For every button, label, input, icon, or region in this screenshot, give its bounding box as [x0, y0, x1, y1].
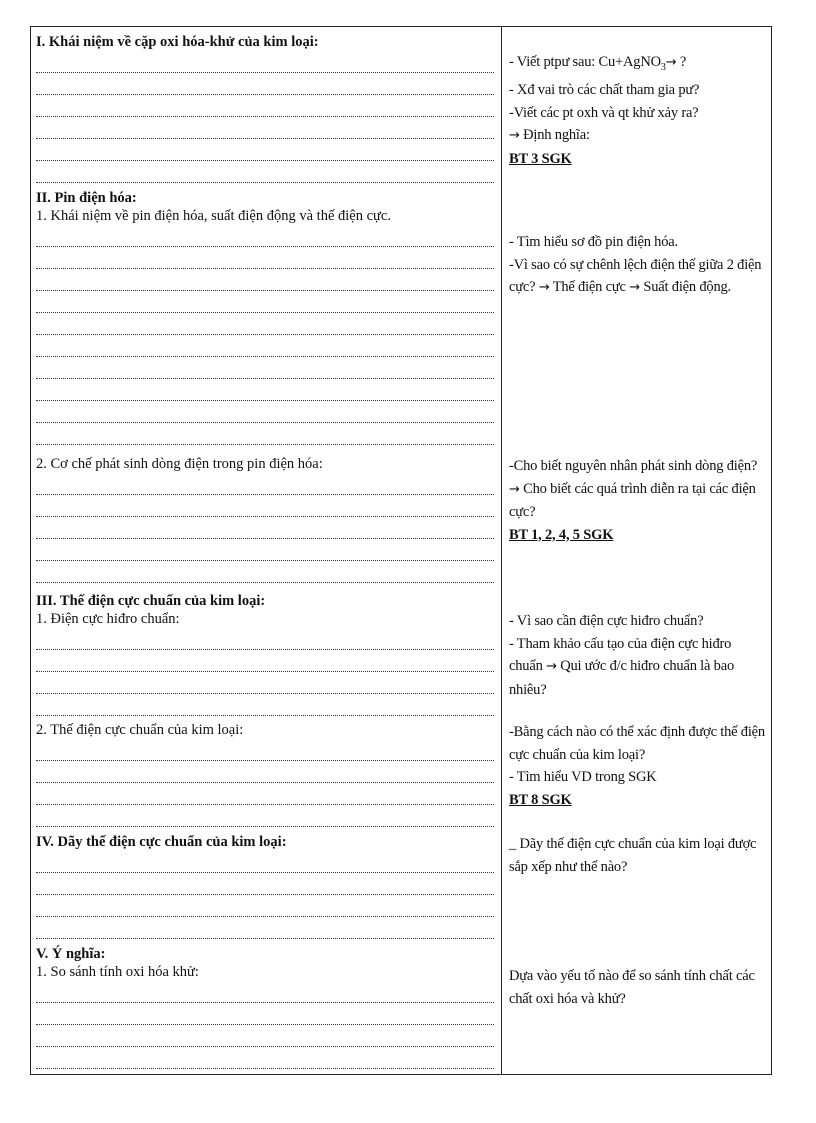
answer-line[interactable]: [36, 357, 494, 379]
note-line: → Định nghĩa:: [509, 127, 590, 144]
answer-line[interactable]: [36, 225, 494, 247]
answer-line[interactable]: [36, 761, 494, 783]
answer-line[interactable]: [36, 95, 494, 117]
exercise-ref: BT 8 SGK: [509, 791, 572, 808]
section-3-sub2: 2. Thế điện cực chuẩn của kim loại:: [36, 722, 244, 738]
answer-line[interactable]: [36, 895, 494, 917]
answer-line[interactable]: [36, 628, 494, 650]
note-line: - Tham khảo cấu tạo của điện cực hiđro chuẩn → Qui ước đ/c hiđro chuẩn là bao nhiêu?: [509, 635, 735, 698]
answer-line[interactable]: [36, 379, 494, 401]
answer-line[interactable]: [36, 561, 494, 583]
answer-line[interactable]: [36, 694, 494, 716]
answer-line[interactable]: [36, 291, 494, 313]
answer-line[interactable]: [36, 117, 494, 139]
answer-line[interactable]: [36, 51, 494, 73]
answer-line[interactable]: [36, 981, 494, 1003]
answer-line[interactable]: [36, 873, 494, 895]
answer-line[interactable]: [36, 1003, 494, 1025]
answer-line[interactable]: [36, 650, 494, 672]
arrow-icon: →: [665, 55, 677, 70]
answer-line[interactable]: [36, 917, 494, 939]
answer-line[interactable]: [36, 672, 494, 694]
answer-line[interactable]: [36, 517, 494, 539]
section-2-notes-1: [509, 231, 767, 300]
answer-line[interactable]: [36, 539, 494, 561]
answer-line[interactable]: [36, 1025, 494, 1047]
exercise-ref: BT 1, 2, 4, 5 SGK: [509, 526, 614, 543]
note-line: -Cho biết nguyên nhân phát sinh dòng điện? → Cho biết các quá trình diễn ra tại các điện cực?: [509, 458, 758, 520]
section-3-title: III. Thế điện cực chuẩn của kim loại:: [36, 593, 266, 609]
section-3-notes-1: [509, 610, 767, 701]
worksheet-table: [30, 26, 772, 1075]
column-divider: [501, 27, 502, 1074]
answer-line[interactable]: [36, 1047, 494, 1069]
note-line: - Tìm hiểu VD trong SGK: [509, 769, 657, 785]
section-3-sub1: 1. Điện cực hiđro chuẩn:: [36, 611, 180, 627]
note-line: - Viết ptpư sau: Cu+AgNO$_3$→ ?: [509, 54, 687, 73]
note-line: _ Dãy thế điện cực chuẩn của kim loại được sắp xếp như thế nào?: [509, 836, 757, 875]
section-4-notes: [509, 833, 767, 878]
answer-line[interactable]: [36, 473, 494, 495]
arrow-icon: →: [629, 280, 640, 295]
note-line: -Bằng cách nào có thể xác định được thế điện cực chuẩn của kim loại?: [509, 724, 765, 763]
note-line: -Vì sao có sự chênh lệch điện thế giữa 2 điện cực? → Thế điện cực → Suất điện động.: [509, 256, 762, 295]
answer-line[interactable]: [36, 851, 494, 873]
answer-line[interactable]: [36, 313, 494, 335]
exercise-ref: BT 3 SGK: [509, 150, 572, 167]
note-line: Dựa vào yếu tố nào để so sánh tính chất các chất oxi hóa và khử?: [509, 968, 755, 1007]
arrow-icon: →: [538, 280, 550, 295]
section-5-sub1: 1. So sánh tính oxi hóa khử:: [36, 964, 199, 980]
answer-line[interactable]: [36, 495, 494, 517]
answer-line[interactable]: [36, 335, 494, 357]
note-line: - Tìm hiểu sơ đồ pin điện hóa.: [509, 234, 678, 250]
arrow-icon: →: [546, 659, 557, 674]
answer-line[interactable]: [36, 247, 494, 269]
section-2-sub2: 2. Cơ chế phát sinh dòng điện trong pin điện hóa:: [36, 456, 323, 472]
section-2-sub1: 1. Khái niệm về pin điện hóa, suất điện động và thế điện cực.: [36, 208, 391, 224]
answer-line[interactable]: [36, 739, 494, 761]
section-2-notes-2: [509, 455, 767, 546]
note-line: - Xđ vai trò các chất tham gia pư?: [509, 82, 700, 99]
section-4-title: IV. Dãy thế điện cực chuẩn của kim loại:: [36, 834, 287, 850]
section-1-notes: [509, 51, 767, 170]
answer-line[interactable]: [36, 139, 494, 161]
section-3-notes-2: [509, 721, 767, 811]
section-2-title: II. Pin điện hóa:: [36, 190, 137, 206]
note-line: -Viết các pt oxh và qt khử xảy ra?: [509, 104, 699, 121]
note-line: - Vì sao cần điện cực hiđro chuẩn?: [509, 613, 704, 629]
answer-line[interactable]: [36, 73, 494, 95]
answer-line[interactable]: [36, 269, 494, 291]
answer-line[interactable]: [36, 423, 494, 445]
arrow-icon: →: [509, 128, 520, 144]
answer-line[interactable]: [36, 161, 494, 183]
answer-line[interactable]: [36, 805, 494, 827]
section-1-title: I. Khái niệm về cặp oxi hóa-khử của kim loại:: [36, 34, 319, 50]
arrow-icon: →: [509, 481, 520, 497]
section-5-title: V. Ý nghĩa:: [36, 946, 106, 962]
answer-line[interactable]: [36, 783, 494, 805]
answer-line[interactable]: [36, 401, 494, 423]
section-5-notes: [509, 965, 767, 1010]
